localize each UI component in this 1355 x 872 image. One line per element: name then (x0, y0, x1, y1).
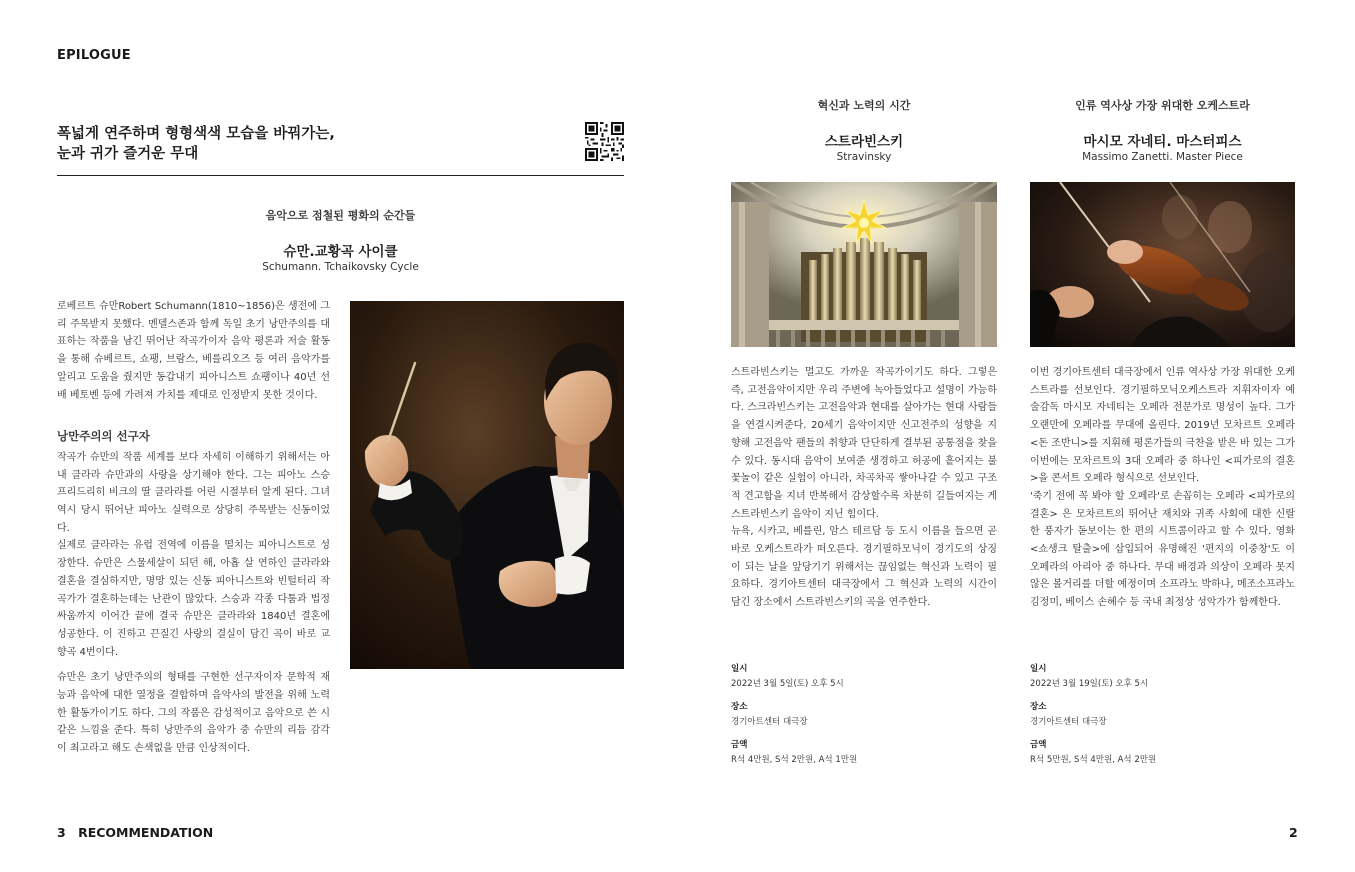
schumann-para3: 슈만은 초기 낭만주의의 형태를 구현한 선구자이자 문학적 재능과 음악에 대한 열정을 결합하며 음악사의 발전을 위해 노력한 활동가이기도 하다. 그의 작품은 감성적이고 음악으로 쓴 시 같은 느낌을 준다. 특히 낭만주의 음악가 중 슈만의 리듬 감각이 최고라고 해도 손색없을 만큼 인상적이다. (57, 672, 330, 755)
schumann-para1: 작곡가 슈만의 작품 세계를 보다 자세히 이해하기 위해서는 아내 클라라 슈만과의 사랑을 상기해야 한다. 그는 피아노 스승 프리드리히 비크의 딸 클라라를 어린 시절부터 알게 된다. 그녀 역시 당시 뛰어난 피아노 실력으로 상당히 주목받는 신동이었다. (57, 451, 330, 534)
stravinsky-header (731, 97, 997, 163)
stravinsky-date-value: 2022년 3월 5일(토) 오후 5시 (731, 679, 844, 689)
schumann-subtitle: Schumann. Tchaikovsky Cycle (262, 261, 419, 273)
schumann-header (57, 207, 624, 273)
stravinsky-article (731, 364, 997, 612)
left-page-footer (57, 825, 213, 840)
zanetti-header (1030, 97, 1295, 163)
headline-divider (57, 175, 624, 176)
qr-code-icon[interactable] (585, 122, 624, 161)
stravinsky-price-value: R석 4만원, S석 2만원, A석 1만원 (731, 755, 858, 765)
zanetti-place-label: 장소 (1030, 702, 1047, 712)
zanetti-title: 마시모 자네티. 마스터피스 (1083, 134, 1242, 150)
stravinsky-kicker: 혁신과 노력의 시간 (817, 99, 911, 112)
zanetti-price-label: 금액 (1030, 740, 1047, 750)
zanetti-date-label: 일시 (1030, 664, 1047, 674)
stravinsky-place-label: 장소 (731, 702, 748, 712)
schumann-title: 슈만.교황곡 사이클 (283, 244, 398, 260)
right-page-number: 2 (1289, 825, 1298, 840)
headline-line2: 눈과 귀가 즐거운 무대 (57, 146, 199, 162)
violinists-photo (1030, 182, 1295, 347)
stravinsky-title: 스트라빈스키 (824, 134, 904, 150)
stravinsky-date-label: 일시 (731, 664, 748, 674)
zanetti-subtitle: Massimo Zanetti. Master Piece (1082, 151, 1243, 163)
stravinsky-price-label: 금액 (731, 740, 748, 750)
left-page-footer-label: RECOMMENDATION (78, 825, 214, 840)
section-tag: EPILOGUE (57, 48, 131, 63)
zanetti-date-value: 2022년 3월 19일(토) 오후 5시 (1030, 679, 1149, 689)
conductor-photo (350, 301, 624, 669)
zanetti-body2: '죽기 전에 꼭 봐야 할 오페라'로 손꼽히는 오페라 <피가로의 결혼> 은 모차르트의 뛰어난 재치와 귀족 사회에 대한 신랄한 풍자가 돋보이는 한 편의 시트콤이라고 할 수 있다. 영화 <쇼생크 탈출>에 삽입되어 유명해진 '편지의 이중창'도 이 오페라의 아리아 중 하나다. 무대 배경과 의상이 오페라 못지않은 볼거리를 더할 예정이며 소프라노 박하나, 메조소프라노 김정미, 베이스 손혜수 등 국내 최정상 성악가가 함께한다. (1030, 490, 1295, 609)
zanetti-place-value: 경기아트센터 대극장 (1030, 717, 1107, 727)
zanetti-price-value: R석 5만원, S석 4만원, A석 2만원 (1030, 755, 1157, 765)
zanetti-article (1030, 364, 1295, 612)
schumann-intro: 로베르트 슈만Robert Schumann(1810~1856)은 생전에 그리 주목받지 못했다. 멘델스존과 함께 독일 초기 낭만주의를 대표하는 작품을 남긴 뛰어난 작곡가이자 음악 평론과 저술 활동을 통해 슈베르트, 쇼팽, 브람스, 베를리오즈 등 여러 음악가를 알리고 도움을 줬지만 동갑내기 피아니스트 쇼팽이나 40년 선배 베토벤 등에 가려져 가치를 제대로 인정받지 못한 것이다. (57, 301, 330, 401)
stravinsky-subtitle: Stravinsky (836, 151, 892, 163)
zanetti-kicker: 인류 역사상 가장 위대한 오케스트라 (1075, 99, 1250, 112)
zanetti-body1: 이번 경기아트센터 대극장에서 인류 역사상 가장 위대한 오케스트라를 선보인다. 경기필하모닉오케스트라 지휘자이자 예술감독 마시모 자네티는 오페라 전문가로 명성이 높다. 그가 오랜만에 오페라를 무대에 올린다. 2019년 모차르트 오페라 <돈 조반니>를 지휘해 평론가들의 극찬을 받은 바 있는 그가 이번에는 모차르트의 3대 오페라 중 하나인 <피가로의 결혼>을 콘서트 오페라 형식으로 선보인다. (1030, 367, 1295, 485)
stravinsky-info (731, 662, 997, 765)
schumann-subheading: 낭만주의의 선구자 (57, 429, 150, 444)
schumann-kicker: 음악으로 점철된 평화의 순간들 (265, 209, 416, 222)
headline (57, 124, 557, 164)
church-organ-photo (731, 182, 997, 347)
stravinsky-body2: 뉴욕, 시카고, 베를린, 암스 테르담 등 도시 이름을 들으면 곧바로 오케스트라가 떠오른다. 경기필하모닉이 경기도의 상징이 되는 날을 앞당기기 위해서는 끊임없는 혁신과 노력이 필요하다. 경기아트센터 대극장에서 그 혁신과 노력의 시간이 담긴 장소에서 스트라빈스키의 곡을 연주한다. (731, 526, 997, 609)
zanetti-info (1030, 662, 1295, 765)
stravinsky-body1: 스트라빈스키는 멀고도 가까운 작곡가이기도 하다. 그렇은 즉, 고전음악이지만 우리 주변에 녹아들었다고 설명이 가능하다. 스크라빈스키는 고전음악과 현대를 살아가는 현대 사람들을 연결시켜준다. 20세기 음악이지만 신고전주의 성향을 지향해 고전음악 팬들의 취향과 단단하게 결부된 공통점을 찾을 수 있다. 동시대 음악이 보여준 생경하고 허공에 흩어지는 불꽃놀이 같은 실험이 아니라, 차곡차곡 쌓아나갈 수 있고 구조적 견고함을 지녀 반복해서 감상할수록 차분히 길들여지는 게 스트라빈스키 음악이 지닌 힘이다. (731, 367, 997, 520)
schumann-para2: 실제로 클라라는 유럽 전역에 이름을 떨치는 피아니스트로 성장한다. 슈만은 스물세살이 되던 해, 아홉 살 연하인 클라라와 결혼을 결심하지만, 명망 있는 신동 피아니스트와 빈털터리 작곡가가 결혼하는데는 난관이 많았다. 스승과 각종 다툼과 법정 싸움까지 이어간 끝에 결국 슈만은 클라라와 1840년 결혼에 성공한다. 이 진하고 끈질긴 사랑의 결실이 담긴 곡이 바로 교향곡 4번이다. (57, 540, 330, 658)
schumann-article (57, 298, 330, 758)
headline-line1: 폭넓게 연주하며 형형색색 모습을 바꿔가는, (57, 126, 335, 142)
stravinsky-place-value: 경기아트센터 대극장 (731, 717, 808, 727)
left-page-number: 3 (57, 825, 66, 840)
